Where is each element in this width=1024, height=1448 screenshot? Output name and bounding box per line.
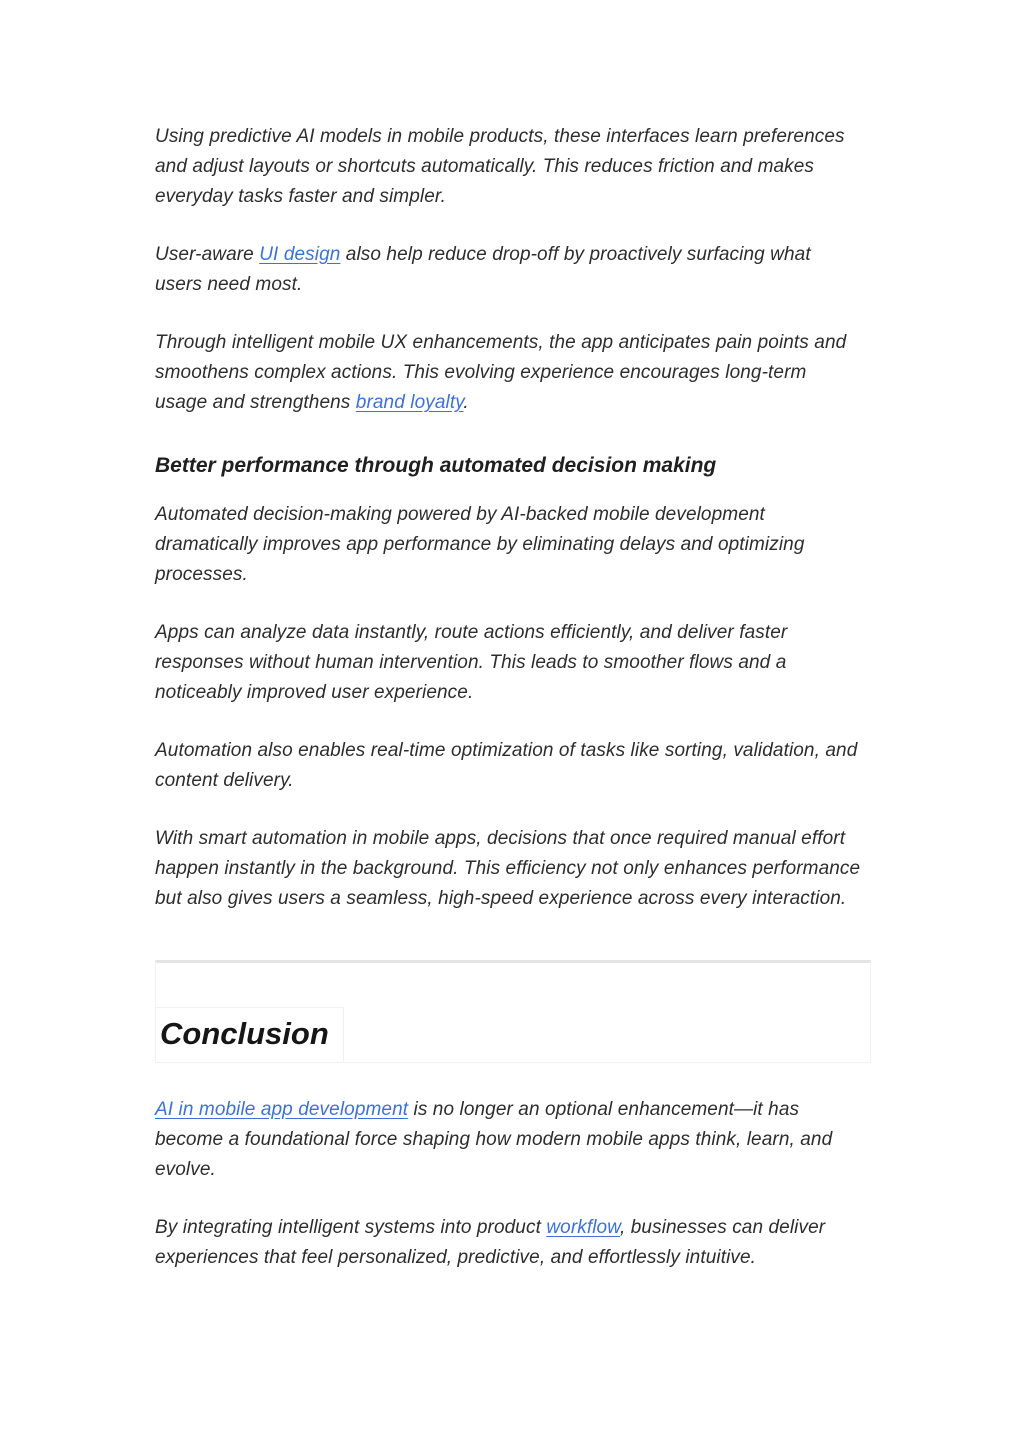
paragraph-automation-enables bbox=[155, 736, 862, 796]
paragraph-text: also help reduce drop-off by proactively surfacing what users need most. bbox=[155, 244, 811, 295]
paragraph-text: Through intelligent mobile UX enhancements, the app anticipates pain points and smoothens complex actions. This evolving experience encourages long-term usage and strengthens bbox=[155, 332, 847, 413]
conclusion-section-box bbox=[155, 960, 871, 1063]
paragraph-text: , businesses can deliver experiences that feel personalized, predictive, and effortlessly intuitive. bbox=[155, 1217, 826, 1268]
brand-loyalty-link[interactable]: brand loyalty bbox=[355, 392, 464, 413]
workflow-link[interactable]: workflow bbox=[546, 1217, 620, 1238]
paragraph-apps-analyze bbox=[155, 618, 862, 708]
paragraph-text: . bbox=[463, 392, 469, 413]
paragraph-text: Automated decision-making powered by AI-backed mobile development dramatically improves app performance by eliminating delays and optimizing processes. bbox=[155, 504, 805, 585]
document-content bbox=[155, 0, 862, 1273]
paragraph-text: User-aware bbox=[155, 244, 260, 265]
paragraph-predictive-models bbox=[155, 122, 862, 212]
paragraph-automated-decision bbox=[155, 500, 862, 590]
ui-design-link[interactable]: UI design bbox=[259, 244, 341, 265]
paragraph-text: By integrating intelligent systems into product bbox=[155, 1217, 547, 1238]
paragraph-text: is no longer an optional enhancement—it has become a foundational force shaping how modern mobile apps think, learn, and evolve. bbox=[155, 1099, 833, 1180]
conclusion-heading-frame bbox=[155, 1007, 344, 1063]
paragraph-smart-automation bbox=[155, 824, 862, 914]
paragraph-text: Automation also enables real-time optimization of tasks like sorting, validation, and content delivery. bbox=[155, 740, 858, 791]
paragraph-intelligent-ux bbox=[155, 328, 862, 418]
paragraph-ai-no-longer-optional bbox=[155, 1095, 862, 1185]
heading-better-performance: Better performance through automated decision making bbox=[155, 454, 717, 477]
ai-mobile-app-development-link[interactable]: AI in mobile app development bbox=[155, 1099, 409, 1120]
heading-conclusion: Conclusion bbox=[160, 1016, 329, 1051]
paragraph-text: Apps can analyze data instantly, route actions efficiently, and deliver faster responses without human intervention. This leads to smoother flows and a noticeably improved user experience. bbox=[155, 622, 788, 703]
paragraph-integrating-systems bbox=[155, 1213, 862, 1273]
paragraph-user-aware bbox=[155, 240, 862, 300]
paragraph-text: With smart automation in mobile apps, decisions that once required manual effort happen instantly in the background. This efficiency not only enhances performance but also gives users a seamless, high-speed experience across every interaction. bbox=[155, 828, 861, 909]
paragraph-text: Using predictive AI models in mobile products, these interfaces learn preferences and adjust layouts or shortcuts automatically. This reduces friction and makes everyday tasks faster and simpler. bbox=[155, 126, 845, 207]
